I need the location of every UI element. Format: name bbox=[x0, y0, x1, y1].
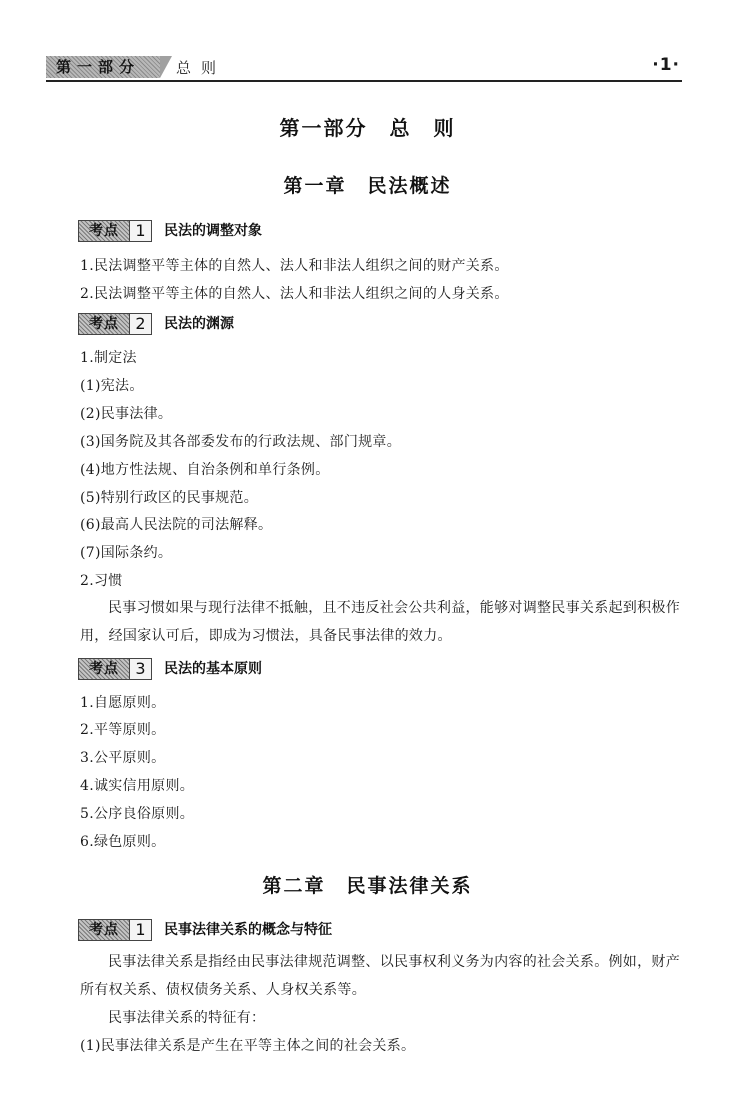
list-item: 1.制定法 bbox=[80, 350, 137, 366]
part-title: 第一部分 总 则 bbox=[279, 116, 456, 140]
exam-point-badge: 考点 bbox=[78, 919, 130, 941]
list-item: 2.民法调整平等主体的自然人、法人和非法人组织之间的人身关系。 bbox=[80, 286, 509, 302]
list-item: (1)宪法。 bbox=[80, 378, 144, 394]
paragraph: 民事法律关系的特征有： bbox=[108, 1010, 266, 1026]
header-section-title: 总则 bbox=[176, 59, 227, 77]
exam-point-number: 2 bbox=[130, 313, 152, 335]
running-header bbox=[46, 52, 682, 82]
header-page-number: ·1· bbox=[652, 55, 680, 75]
exam-point-number: 3 bbox=[130, 658, 152, 680]
chapter-1-title: 第一章 民法概述 bbox=[283, 175, 452, 197]
list-item: 1.自愿原则。 bbox=[80, 695, 166, 711]
exam-point-badge: 考点 bbox=[78, 313, 130, 335]
exam-point-label: 民事法律关系的概念与特征 bbox=[164, 922, 332, 938]
list-item: 2.平等原则。 bbox=[80, 722, 166, 738]
exam-point-badge: 考点 bbox=[78, 658, 130, 680]
list-item: 3.公平原则。 bbox=[80, 750, 166, 766]
list-item: (4)地方性法规、自治条例和单行条例。 bbox=[80, 462, 330, 478]
paragraph: 民事法律关系是指经由民事法律规范调整、以民事权利义务为内容的社会关系。例如，财产所有权关系、债权债务关系、人身权关系等。 bbox=[80, 954, 680, 998]
list-item: (1)民事法律关系是产生在平等主体之间的社会关系。 bbox=[80, 1038, 416, 1054]
list-item: (2)民事法律。 bbox=[80, 406, 173, 422]
list-item: (6)最高人民法院的司法解释。 bbox=[80, 517, 273, 533]
list-item: 5.公序良俗原则。 bbox=[80, 806, 195, 822]
exam-point-number: 1 bbox=[130, 919, 152, 941]
exam-point-label: 民法的调整对象 bbox=[164, 223, 262, 239]
list-item: 4.诚实信用原则。 bbox=[80, 778, 195, 794]
exam-point-label: 民法的基本原则 bbox=[164, 661, 262, 677]
list-item: 1.民法调整平等主体的自然人、法人和非法人组织之间的财产关系。 bbox=[80, 258, 509, 274]
list-item: (5)特别行政区的民事规范。 bbox=[80, 490, 259, 506]
list-item: 2.习惯 bbox=[80, 573, 123, 589]
paragraph: 民事习惯如果与现行法律不抵触，且不违反社会公共利益，能够对调整民事关系起到积极作用，经国家认可后，即成为习惯法，具备民事法律的效力。 bbox=[80, 600, 680, 644]
list-item: (7)国际条约。 bbox=[80, 545, 173, 561]
header-rule bbox=[46, 80, 682, 82]
exam-point-badge: 考点 bbox=[78, 220, 130, 242]
chapter-2-title: 第二章 民事法律关系 bbox=[262, 875, 473, 897]
header-part-tab: 第一部分 bbox=[46, 56, 160, 78]
exam-point-number: 1 bbox=[130, 220, 152, 242]
exam-point-label: 民法的渊源 bbox=[164, 316, 234, 332]
list-item: (3)国务院及其各部委发布的行政法规、部门规章。 bbox=[80, 434, 402, 450]
list-item: 6.绿色原则。 bbox=[80, 834, 166, 850]
